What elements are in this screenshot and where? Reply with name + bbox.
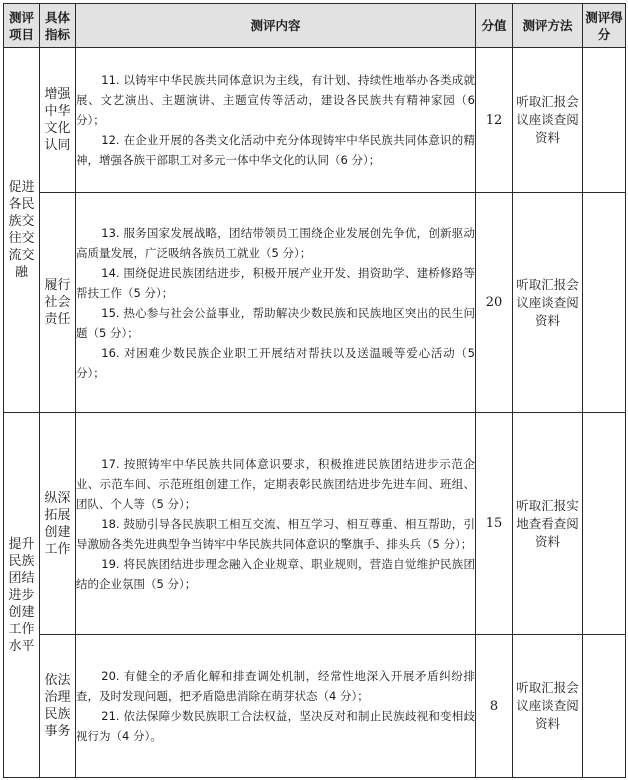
method-cell: 听取汇报会议座谈查阅资料 [513, 635, 583, 778]
content-item: 16. 对困难少数民族企业职工开展结对帮扶以及送温暖等爱心活动（5 分）； [76, 345, 475, 380]
table-row [4, 48, 626, 193]
content-cell [76, 413, 476, 635]
score-cell: 20 [476, 193, 513, 413]
content-item: 17. 按照铸牢中华民族共同体意识要求，积极推进民族团结进步示范企业、示范车间、示范班组创建工作，定期表彰民族团结进步先进车间、班组、团队、个人等（5 分）； [76, 456, 475, 511]
indicator-cell: 纵深拓展创建工作 [40, 413, 76, 635]
content-cell [76, 48, 476, 193]
header-indicator: 具体指标 [40, 4, 76, 48]
content-item: 14. 围绕促进民族团结进步，积极开展产业开发、捐资助学、建桥修路等帮扶工作（5 分）； [76, 265, 475, 300]
content-cell [76, 635, 476, 778]
header-obtained: 测评得分 [583, 4, 626, 48]
evaluation-table [3, 3, 626, 778]
obtained-score-cell[interactable] [583, 635, 626, 778]
content-item: 15. 热心参与社会公益事业，帮助解决少数民族和民族地区突出的民生问题（5 分）； [76, 305, 475, 340]
content-item: 21. 依法保障少数民族职工合法权益，坚决反对和制止民族歧视和变相歧视行为（4 分）。 [76, 709, 475, 743]
method-cell: 听取汇报实地查看查阅资料 [513, 413, 583, 635]
score-cell: 12 [476, 48, 513, 193]
project-cell: 促进各民族交往交流交融 [4, 48, 40, 413]
header-score: 分值 [476, 4, 513, 48]
content-item: 11. 以铸牢中华民族共同体意识为主线，有计划、持续性地举办各类成就展、文艺演出、主题演讲、主题宣传等活动，建设各民族共有精神家园（6 分）； [76, 73, 475, 127]
score-cell: 8 [476, 635, 513, 778]
method-cell: 听取汇报会议座谈查阅资料 [513, 193, 583, 413]
method-cell: 听取汇报会议座谈查阅资料 [513, 48, 583, 193]
indicator-cell: 履行社会责任 [40, 193, 76, 413]
content-item: 13. 服务国家发展战略，团结带领员工围绕企业发展创先争优，创新驱动高质量发展，广泛吸纳各族员工就业（5 分）； [76, 225, 475, 260]
obtained-score-cell[interactable] [583, 193, 626, 413]
header-row [4, 4, 626, 48]
score-cell: 15 [476, 413, 513, 635]
content-cell [76, 193, 476, 413]
content-item: 18. 鼓励引导各民族职工相互交流、相互学习、相互尊重、相互帮助，引导激励各类先进典型争当铸牢中华民族共同体意识的擎旗手、排头兵（5 分）； [76, 516, 475, 551]
obtained-score-cell[interactable] [583, 48, 626, 193]
obtained-score-cell[interactable] [583, 413, 626, 635]
header-project: 测评项目 [4, 4, 40, 48]
content-item: 19. 将民族团结进步理念融入企业规章、职业规则，营造自觉维护民族团结的企业氛围（5 分）； [76, 556, 475, 591]
table-row [4, 635, 626, 778]
project-cell: 提升民族团结进步创建工作水平 [4, 413, 40, 778]
content-item: 20. 有健全的矛盾化解和排查调处机制，经常性地深入开展矛盾纠纷排查，及时发现问题，把矛盾隐患消除在萌芽状态（4 分）； [76, 669, 475, 703]
indicator-cell: 依法治理民族事务 [40, 635, 76, 778]
content-item: 12. 在企业开展的各类文化活动中充分体现铸牢中华民族共同体意识的精神，增强各族干部职工对多元一体中华文化的认同（6 分）； [76, 133, 475, 167]
header-method: 测评方法 [513, 4, 583, 48]
table-row [4, 193, 626, 413]
indicator-cell: 增强中华文化认同 [40, 48, 76, 193]
table-row [4, 413, 626, 635]
header-content: 测评内容 [76, 4, 476, 48]
